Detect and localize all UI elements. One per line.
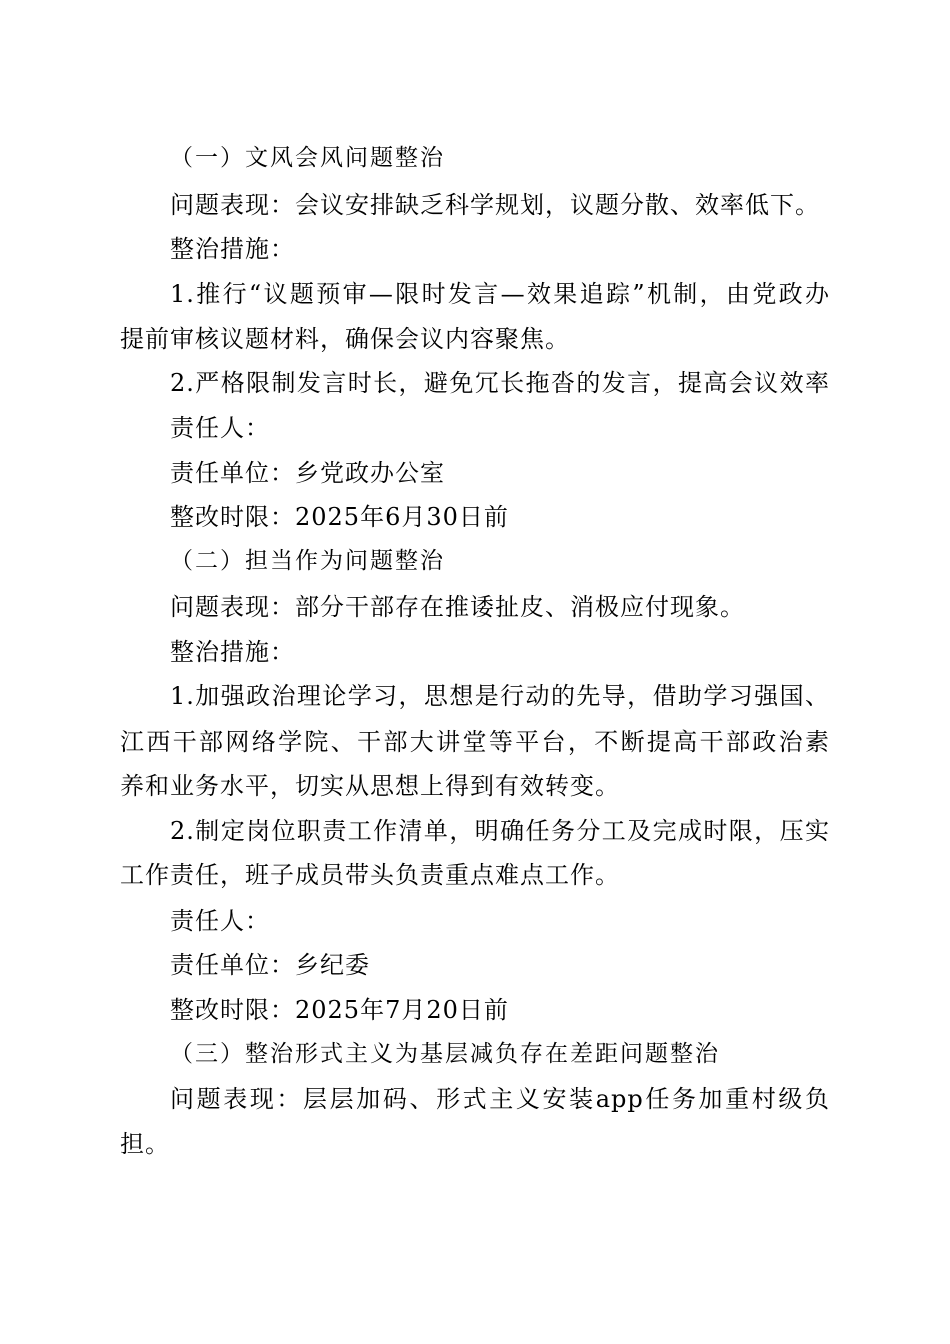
section-2-measure-2-line-2: 工作责任，班子成员带头负责重点难点工作。: [120, 861, 620, 889]
section-1-measures-label: 整治措施：: [170, 235, 295, 263]
section-2-measure-2-line-1: 2.制定岗位职责工作清单，明确任务分工及完成时限，压实: [170, 817, 830, 845]
section-2-measure-1-line-3: 养和业务水平，切实从思想上得到有效转变。: [120, 772, 620, 800]
section-2-unit: 责任单位：乡纪委: [170, 951, 370, 979]
section-2-heading: （二）担当作为问题整治: [170, 548, 445, 574]
section-1-heading: （一）文风会风问题整治: [170, 145, 445, 171]
section-3-problem-line-2: 担。: [120, 1130, 170, 1158]
section-1-measure-1-line-1: 1.推行“议题预审—限时发言—效果追踪”机制，由党政办: [170, 280, 830, 308]
section-1-measure-1-line-2: 提前审核议题材料，确保会议内容聚焦。: [120, 325, 570, 353]
section-1-measure-2-line-1: 2.严格限制发言时长，避免冗长拖沓的发言，提高会议效率: [170, 369, 830, 397]
section-1-unit: 责任单位：乡党政办公室: [170, 459, 445, 487]
section-2-person: 责任人：: [170, 907, 270, 935]
section-2-measure-1-line-1: 1.加强政治理论学习，思想是行动的先导，借助学习强国、: [170, 682, 830, 710]
section-1-deadline: 整改时限：2025年6月30日前: [170, 503, 509, 531]
section-3-problem-line-1: 问题表现：层层加码、形式主义安装app任务加重村级负: [170, 1085, 830, 1113]
section-2-deadline: 整改时限：2025年7月20日前: [170, 996, 509, 1024]
section-2-measure-1-line-2: 江西干部网络学院、干部大讲堂等平台，不断提高干部政治素: [120, 728, 830, 756]
section-2-problem: 问题表现：部分干部存在推诿扯皮、消极应付现象。: [170, 593, 745, 621]
section-1-person: 责任人：: [170, 414, 270, 442]
section-2-measures-label: 整治措施：: [170, 638, 295, 666]
section-1-problem: 问题表现：会议安排缺乏科学规划，议题分散、效率低下。: [170, 191, 820, 219]
section-3-heading: （三）整治形式主义为基层减负存在差距问题整治: [170, 1041, 720, 1067]
